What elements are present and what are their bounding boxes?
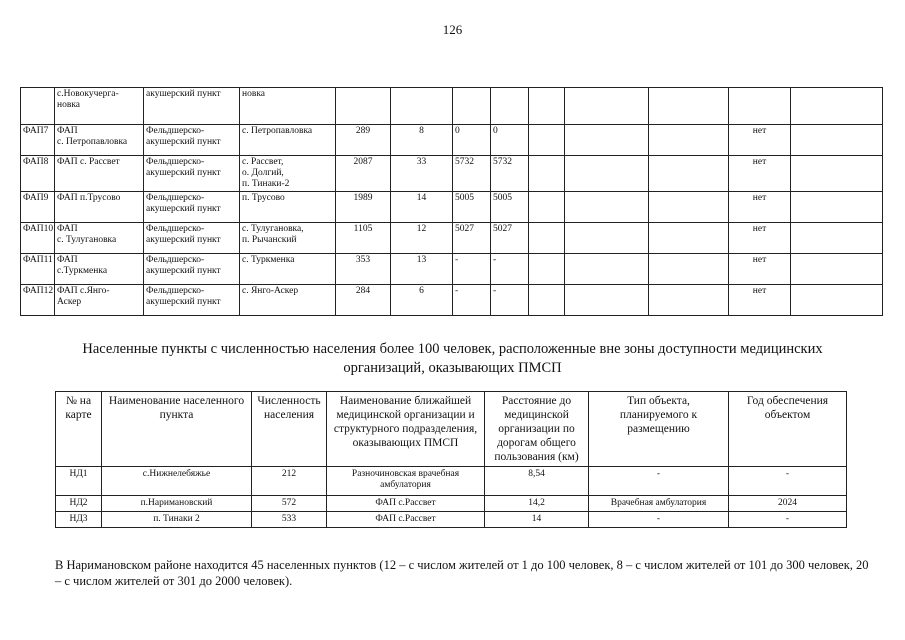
table-cell: 5027 <box>453 223 491 254</box>
table-cell: - <box>491 254 529 285</box>
table-cell: ФАП10 <box>21 223 55 254</box>
table-cell: п. Трусово <box>240 192 336 223</box>
table-cell <box>529 88 565 125</box>
table-cell: ФАП с.Туркменка <box>55 254 144 285</box>
settlements-table <box>55 391 847 528</box>
table-cell <box>565 254 649 285</box>
table-cell: с. Рассвет, о. Долгий, п. Тинаки-2 <box>240 156 336 192</box>
table-cell: 14 <box>391 192 453 223</box>
table-cell: с. Туркменка <box>240 254 336 285</box>
table-row <box>21 192 883 223</box>
table-row <box>21 156 883 192</box>
table-cell: нет <box>729 254 791 285</box>
table-cell <box>565 285 649 316</box>
table-cell: ФАП7 <box>21 125 55 156</box>
table-cell <box>565 88 649 125</box>
header-population: Численность населения <box>252 392 327 467</box>
table-cell: - <box>729 467 847 496</box>
table-cell <box>791 192 883 223</box>
table-cell: 2024 <box>729 496 847 512</box>
table-cell: нет <box>729 192 791 223</box>
table-cell: 5005 <box>453 192 491 223</box>
table-cell: 533 <box>252 512 327 528</box>
fap-table-body <box>21 88 883 316</box>
table-cell <box>791 125 883 156</box>
table-cell: 212 <box>252 467 327 496</box>
section-heading: Населенные пункты с численностью населения более 100 человек, расположенные вне зоны доступности медицинских организаций, оказывающих ПМСП <box>82 341 823 376</box>
table-cell: ФАП8 <box>21 156 55 192</box>
table-cell: Врачебная амбулатория <box>589 496 729 512</box>
table-cell: ФАП с. Петропавловка <box>55 125 144 156</box>
header-map-number: № на карте <box>56 392 102 467</box>
table-cell <box>491 88 529 125</box>
table-cell: ФАП с. Тулугановка <box>55 223 144 254</box>
table-cell: ФАП9 <box>21 192 55 223</box>
table-cell <box>529 285 565 316</box>
table-cell <box>649 285 729 316</box>
table-cell: нет <box>729 125 791 156</box>
table-cell: ФАП п.Трусово <box>55 192 144 223</box>
table-cell: - <box>589 512 729 528</box>
table-cell: 5027 <box>491 223 529 254</box>
table-cell <box>729 88 791 125</box>
table-cell <box>791 223 883 254</box>
settlements-table-body <box>56 467 847 528</box>
table-cell <box>649 156 729 192</box>
table-row <box>21 88 883 125</box>
table-cell: с. Петропавловка <box>240 125 336 156</box>
table-cell <box>791 156 883 192</box>
table-cell: Фельдшерско- акушерский пункт <box>144 125 240 156</box>
table-row <box>21 254 883 285</box>
table-cell: п.Наримановский <box>102 496 252 512</box>
table-cell: 14,2 <box>485 496 589 512</box>
table-cell <box>529 125 565 156</box>
table-cell: 2087 <box>336 156 391 192</box>
table-cell: 353 <box>336 254 391 285</box>
table-cell: акушерский пункт <box>144 88 240 125</box>
table-cell: 12 <box>391 223 453 254</box>
table-cell: 1105 <box>336 223 391 254</box>
table-cell <box>529 223 565 254</box>
table-cell: НД2 <box>56 496 102 512</box>
table-cell <box>565 156 649 192</box>
table-cell: Фельдшерско- акушерский пункт <box>144 254 240 285</box>
table-row <box>56 467 847 496</box>
table-row <box>21 125 883 156</box>
table-cell: 8 <box>391 125 453 156</box>
table-cell: п. Тинаки 2 <box>102 512 252 528</box>
table-cell: 14 <box>485 512 589 528</box>
table-cell: - <box>729 512 847 528</box>
table-cell: - <box>491 285 529 316</box>
table-cell: 13 <box>391 254 453 285</box>
table-cell: - <box>589 467 729 496</box>
table-row <box>56 496 847 512</box>
table-cell: 1989 <box>336 192 391 223</box>
table-cell: Фельдшерско- акушерский пункт <box>144 223 240 254</box>
table-cell: 5005 <box>491 192 529 223</box>
table-cell <box>529 254 565 285</box>
table-cell: ФАП11 <box>21 254 55 285</box>
header-year: Год обеспечения объектом <box>729 392 847 467</box>
table-cell: с. Тулугановка, п. Рычанский <box>240 223 336 254</box>
header-nearest-organization: Наименование ближайшей медицинской организации и структурного подразделения, оказывающих ПМСП <box>327 392 485 467</box>
table-cell: новка <box>240 88 336 125</box>
table-cell: с.Нижнелебяжье <box>102 467 252 496</box>
table-cell: Разночиновская врачебная амбулатория <box>327 467 485 496</box>
table-cell <box>565 125 649 156</box>
table-row <box>21 285 883 316</box>
table-cell: 572 <box>252 496 327 512</box>
table-cell <box>649 223 729 254</box>
table-cell: ФАП с.Янго- Аскер <box>55 285 144 316</box>
table-cell <box>649 192 729 223</box>
table-cell: ФАП с. Рассвет <box>55 156 144 192</box>
table-cell: ФАП с.Рассвет <box>327 512 485 528</box>
footnote: В Наримановском районе находится 45 населенных пунктов (12 – с числом жителей от 1 до 100 человек, 8 – с числом жителей от 101 до 300 человек, 20 – с числом жителей от 301 до 2000 человек). <box>55 558 869 588</box>
table-cell: 5732 <box>453 156 491 192</box>
table-cell: Фельдшерско- акушерский пункт <box>144 156 240 192</box>
table-cell: 8,54 <box>485 467 589 496</box>
table-cell: нет <box>729 285 791 316</box>
table-row <box>56 512 847 528</box>
table-cell: с. Янго-Аскер <box>240 285 336 316</box>
table-cell: 6 <box>391 285 453 316</box>
table-cell <box>649 125 729 156</box>
header-distance: Расстояние до медицинской организации по дорогам общего пользования (км) <box>485 392 589 467</box>
table-cell: нет <box>729 223 791 254</box>
table-cell: ФАП12 <box>21 285 55 316</box>
table-cell: НД3 <box>56 512 102 528</box>
table-cell <box>336 88 391 125</box>
table-cell <box>791 285 883 316</box>
table-cell: - <box>453 254 491 285</box>
header-object-type: Тип объекта, планируемого к размещению <box>589 392 729 467</box>
table-cell: 0 <box>453 125 491 156</box>
table-row <box>21 223 883 254</box>
fap-table <box>20 87 883 316</box>
table-cell <box>649 254 729 285</box>
table-cell: 5732 <box>491 156 529 192</box>
table-cell <box>453 88 491 125</box>
table-cell: 289 <box>336 125 391 156</box>
table-cell: Фельдшерско- акушерский пункт <box>144 192 240 223</box>
table-cell: Фельдшерско- акушерский пункт <box>144 285 240 316</box>
header-settlement-name: Наименование населенного пункта <box>102 392 252 467</box>
table-cell: нет <box>729 156 791 192</box>
table-header-row <box>56 392 847 467</box>
table-cell <box>565 223 649 254</box>
table-cell <box>391 88 453 125</box>
table-cell <box>791 254 883 285</box>
table-cell <box>21 88 55 125</box>
table-cell <box>649 88 729 125</box>
table-cell <box>529 156 565 192</box>
table-cell: 0 <box>491 125 529 156</box>
page-number: 126 <box>442 22 463 37</box>
table-cell <box>565 192 649 223</box>
table-cell: ФАП с.Рассвет <box>327 496 485 512</box>
table-cell <box>529 192 565 223</box>
table-cell <box>791 88 883 125</box>
table-cell: 33 <box>391 156 453 192</box>
table-cell: с.Новокучерга- новка <box>55 88 144 125</box>
table-cell: 284 <box>336 285 391 316</box>
table-cell: - <box>453 285 491 316</box>
table-cell: НД1 <box>56 467 102 496</box>
